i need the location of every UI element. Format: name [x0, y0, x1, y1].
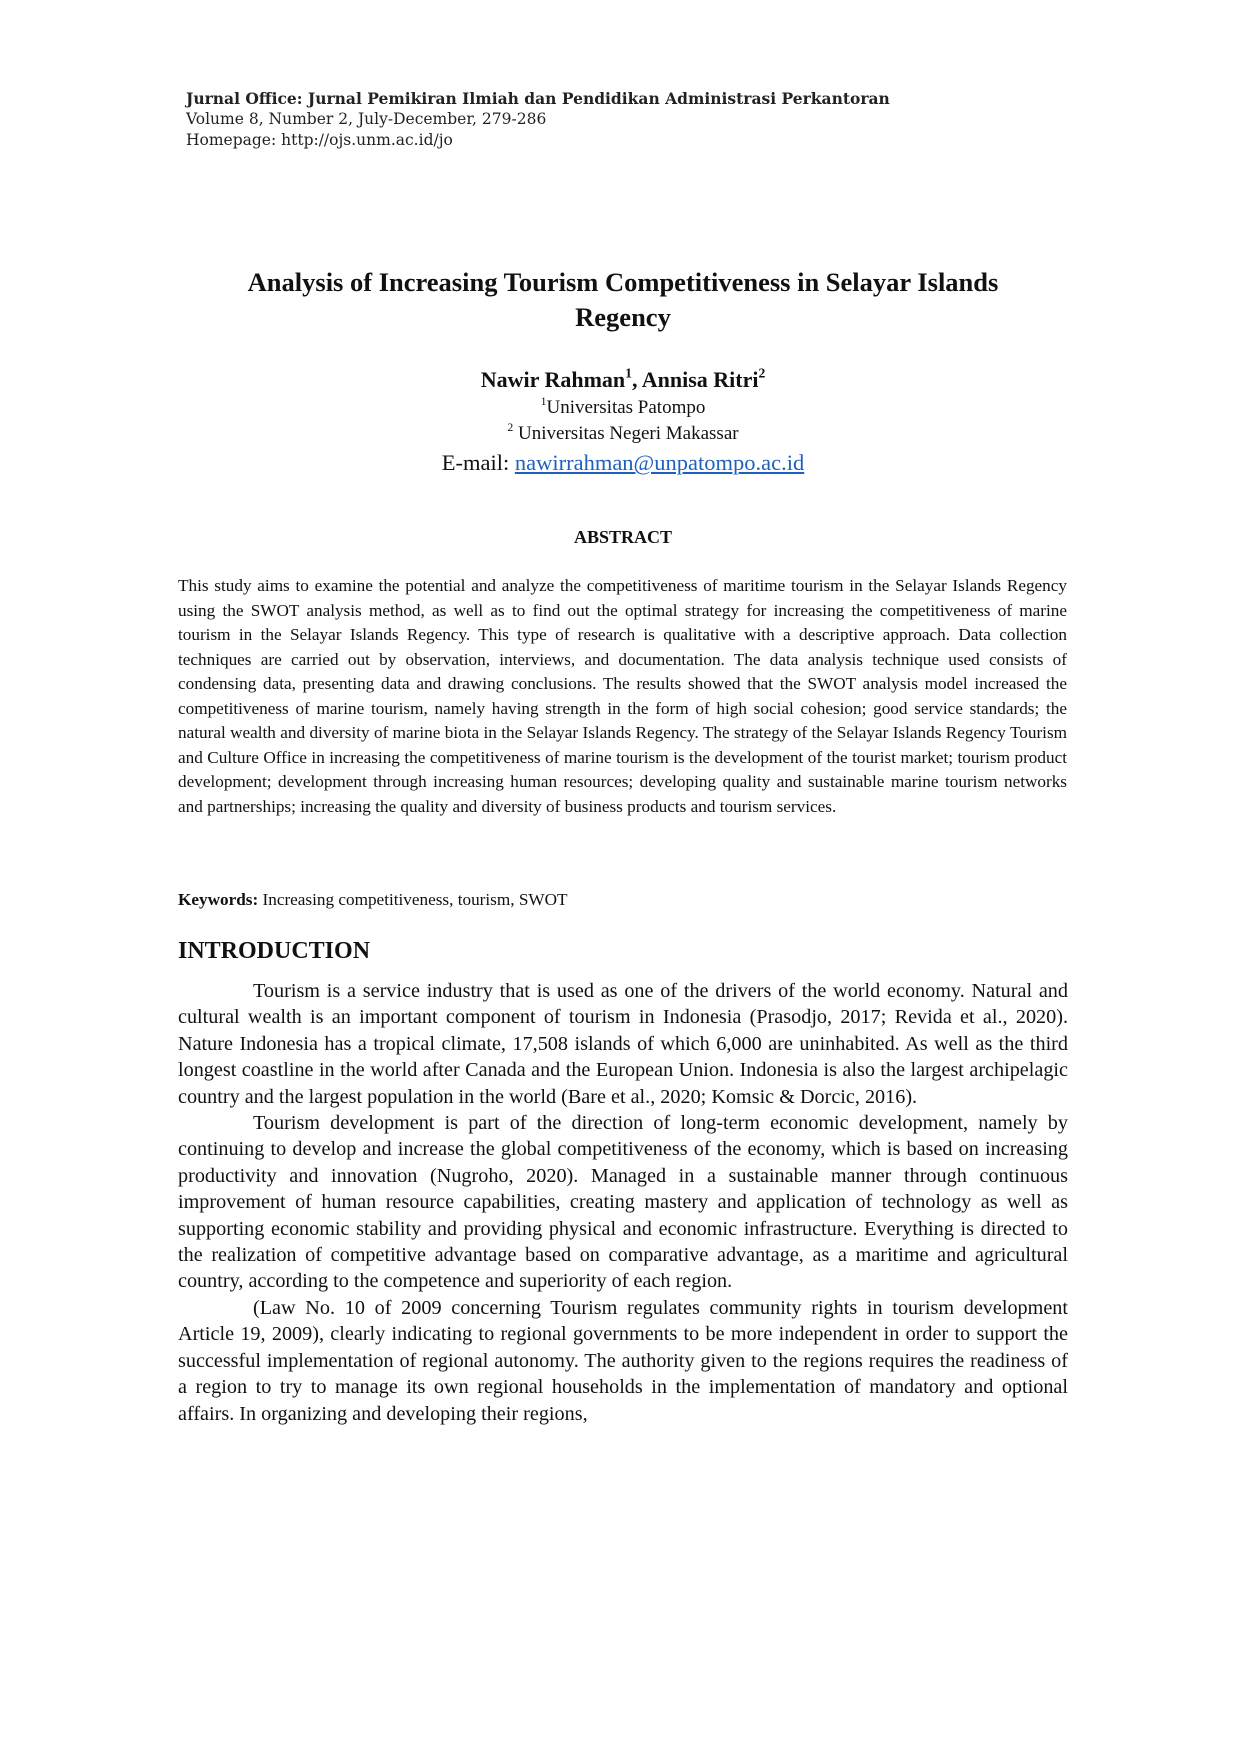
paragraph: Tourism is a service industry that is used as one of the drivers of the world economy. Natural and cultural wealth is an important component of tourism in Indonesia (Prasodjo, 2017; Revida et al., 2020). Nature Indonesia has a tropical climate, 17,508 islands of which 6,000 are uninhabited. As well as the third longest coastline in the world after Canada and the European Union. Indonesia is also the largest archipelagic country and the largest population in the world (Bare et al., 2020; Komsic & Dorcic, 2016). — [178, 980, 1068, 1108]
email-label: E-mail: — [441, 450, 515, 475]
keywords-label: Keywords: — [178, 890, 259, 909]
author-affil-marker: 1 — [625, 365, 632, 381]
keywords-list: Increasing competitiveness, tourism, SWOT — [258, 890, 568, 909]
email-line — [178, 448, 1068, 478]
paper-title — [178, 265, 1068, 335]
journal-header — [186, 88, 890, 151]
journal-name: Jurnal Office: Jurnal Pemikiran Ilmiah dan Pendidikan Administrasi Perkantoran — [186, 89, 890, 108]
affiliation-1 — [178, 395, 1068, 421]
author-name: Annisa Ritri — [641, 367, 759, 392]
paragraph: (Law No. 10 of 2009 concerning Tourism regulates community rights in tourism development Article 19, 2009), clearly indicating to regional governments to be more independent in order to support the successful implementation of regional autonomy. The authority given to the regions requires the readiness of a region to try to manage its own regional households in the implementation of mandatory and optional affairs. In organizing and developing their regions, — [178, 1296, 1068, 1425]
abstract-text: This study aims to examine the potential and analyze the competitiveness of maritime tourism in the Selayar Islands Regency using the SWOT analysis method, as well as to find out the optimal strategy for increasing the competitiveness of marine tourism in the Selayar Islands Regency. This type of research is qualitative with a descriptive approach. Data collection techniques are carried out by observation, interviews, and documentation. The data analysis technique used consists of condensing data, presenting data and drawing conclusions. The results showed that the SWOT analysis model increased the competitiveness of marine tourism, namely having strength in the form of high social cohesion; good service standards; the natural wealth and diversity of marine biota in the Selayar Islands Regency. The strategy of the Selayar Islands Regency Tourism and Culture Office in increasing the competitiveness of marine tourism is the development of the tourist market; tourism product development; development through increasing human resources; developing quality and sustainable marine tourism networks and partnerships; increasing the quality and diversity of business products and tourism services. — [178, 576, 1067, 816]
paper-title-line2: Regency — [575, 302, 671, 332]
affil-marker: 2 — [507, 420, 514, 434]
affil-marker: 1 — [540, 394, 547, 408]
introduction-body — [178, 978, 1068, 1427]
affil-name: Universitas Patompo — [546, 397, 706, 418]
journal-volume: Volume 8, Number 2, July-December, 279-286 — [186, 110, 547, 128]
affiliation-2 — [178, 421, 1068, 447]
author-affil-marker: 2 — [758, 365, 766, 381]
journal-homepage: Homepage: http://ojs.unm.ac.id/jo — [186, 131, 453, 149]
paragraph: Tourism development is part of the direction of long-term economic development, namely by continuing to develop and increase the global competitiveness of the economy, which is based on increasing productivity and innovation (Nugroho, 2020). Managed in a sustainable manner through continuous improvement of human resource capabilities, creating mastery and application of technology as well as supporting economic stability and providing physical and economic infrastructure. Everything is directed to the realization of competitive advantage based on comparative advantage, as a maritime and agricultural country, according to the competence and superiority of each region. — [178, 1112, 1068, 1293]
affil-name: Universitas Negeri Makassar — [513, 423, 739, 444]
introduction-heading: INTRODUCTION — [178, 938, 371, 964]
author-name: Nawir Rahman — [480, 367, 626, 392]
email-link[interactable]: nawirrahman@unpatompo.ac.id — [514, 450, 805, 475]
abstract-heading: ABSTRACT — [573, 527, 673, 547]
author-separator: , — [631, 367, 642, 392]
paper-title-line1: Analysis of Increasing Tourism Competitiveness in Selayar Islands — [247, 267, 999, 297]
keywords-line — [178, 888, 1067, 912]
author-list — [178, 366, 1068, 394]
